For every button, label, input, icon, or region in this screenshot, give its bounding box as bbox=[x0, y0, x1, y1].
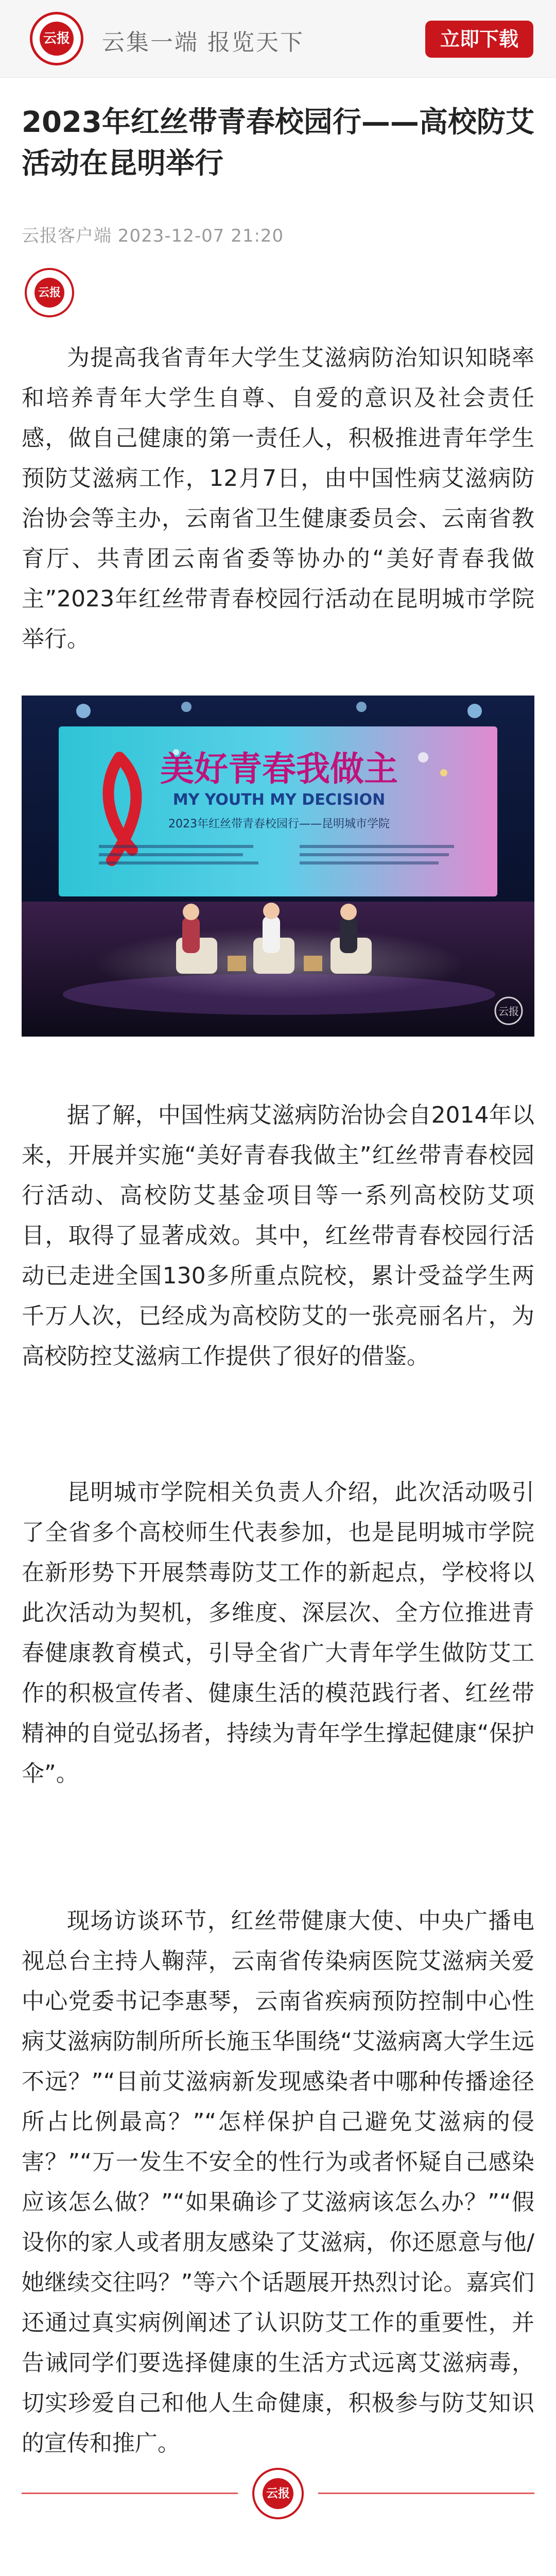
footer-divider-right bbox=[318, 2493, 534, 2494]
event-photo[interactable] bbox=[22, 696, 534, 1037]
footer-logo-text: 云报 bbox=[263, 2478, 293, 2509]
download-button[interactable]: 立即下载 bbox=[425, 21, 533, 58]
footer-logo-icon bbox=[252, 2468, 304, 2519]
app-download-bar bbox=[0, 0, 556, 78]
event-photo-graphic bbox=[22, 696, 534, 1037]
photo-watermark: 云报 bbox=[498, 1005, 519, 1018]
app-logo[interactable] bbox=[30, 12, 83, 65]
photo-banner-en: MY YOUTH MY DECISION bbox=[172, 791, 386, 809]
article-paragraph-1: 为提高我省青年大学生艾滋病防治知识知晓率和培养青年大学生自尊、自爱的意识及社会责任感，做自己健康的第一责任人，积极推进青年学生预防艾滋病工作，12月7日，由中国性病艾滋病防治协会等主办，云南省卫生健康委员会、云南省教育厅、共青团云南省委等协办的“美好青春我做主”2023年红丝带青春校园行活动在昆明城市学院举行。 bbox=[22, 345, 534, 652]
app-slogan: 云集一端 报览天下 bbox=[102, 29, 304, 56]
article-paragraph-4: 现场访谈环节，红丝带健康大使、中央广播电视总台主持人鞠萍，云南省传染病医院艾滋病关爱中心党委书记李惠琴，云南省疾病预防控制中心性病艾滋病防制所所长施玉华围绕“艾滋病离大学生远不远？”“目前艾滋病新发现感染者中哪种传播途径所占比例最高？”“怎样保护自己避免艾滋病的侵害？”“万一发生不安全的性行为或者怀疑自己感染应该怎么做？”“如果确诊了艾滋病该怎么办？”“假设你的家人或者朋友感染了艾滋病，你还愿意与他/她继续交往吗？”等六个话题展开热烈讨论。嘉宾们还通过真实病例阐述了认识防艾工作的重要性，并告诫同学们要选择健康的生活方式远离艾滋病毒，切实珍爱自己和他人生命健康，积极参与防艾知识的宣传和推广。 bbox=[22, 1908, 534, 2456]
source-logo-icon bbox=[25, 268, 74, 317]
article-meta: 云报客户端 2023-12-07 21:20 bbox=[22, 226, 284, 246]
source-logo-text: 云报 bbox=[34, 278, 64, 308]
article-title: 2023年红丝带青春校园行——高校防艾活动在昆明举行 bbox=[22, 106, 534, 180]
photo-banner-main: 美好青春我做主 bbox=[160, 749, 398, 789]
article-paragraph-3: 昆明城市学院相关负责人介绍，此次活动吸引了全省多个高校师生代表参加，也是昆明城市学院在新形势下开展禁毒防艾工作的新起点，学校将以此次活动为契机，多维度、深层次、全方位推进青春健康教育模式，引导全省广大青年学生做防艾工作的积极宣传者、健康生活的模范践行者、红丝带精神的自觉弘扬者，持续为青年学生撑起健康“保护伞”。 bbox=[22, 1479, 534, 1787]
photo-banner-sub: 2023年红丝带青春校园行——昆明城市学院 bbox=[168, 818, 390, 831]
article-paragraph-2: 据了解，中国性病艾滋病防治协会自2014年以来，开展并实施“美好青春我做主”红丝带青春校园行活动、高校防艾基金项目等一系列高校防艾项目，取得了显著成效。其中，红丝带青春校园行活动已走进全国130多所重点院校，累计受益学生两千万人次，已经成为高校防艾的一张亮丽名片，为高校防控艾滋病工作提供了很好的借鉴。 bbox=[22, 1102, 534, 1369]
footer-divider-left bbox=[22, 2493, 238, 2494]
app-logo-text: 云报 bbox=[40, 22, 74, 56]
